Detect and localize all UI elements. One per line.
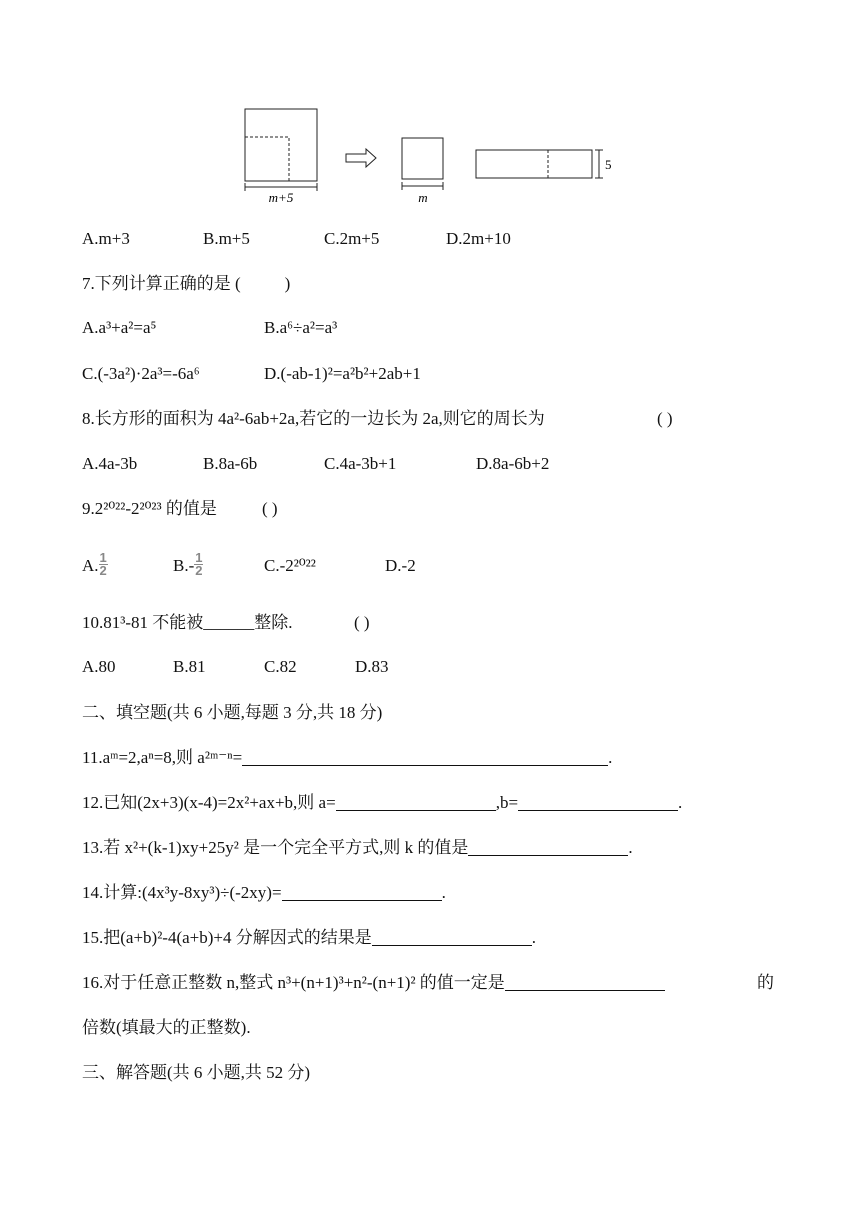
q10-option-a: A.80	[82, 657, 116, 676]
q10-paren: ( )	[354, 613, 370, 632]
answer-blank-b[interactable]	[518, 792, 678, 811]
q9-paren: ( )	[262, 499, 278, 518]
fraction: $\frac{1}{2}$	[195, 549, 203, 578]
q6-option-a: A.m+3	[82, 229, 130, 248]
q8-option-d: D.8a-6b+2	[476, 454, 550, 473]
q9-option-c: C.-2²⁰²²	[264, 556, 316, 575]
q9-option-d: D.-2	[385, 556, 416, 575]
q9-stem: 9.2²⁰²²-2²⁰²³ 的值是	[82, 499, 217, 518]
q12: 12.已知(2x+3)(x-4)=2x²+ax+b,则 a= ,b= .	[82, 793, 683, 812]
answer-blank[interactable]	[282, 882, 442, 901]
q10-stem: 10.81³-81 不能被______整除.	[82, 613, 293, 632]
answer-blank[interactable]	[505, 972, 665, 991]
fraction: $\frac{1}{2}$	[99, 549, 107, 578]
q14: 14.计算:(4x³y-8xy³)÷(-2xy)= .	[82, 883, 446, 902]
q8-stem: 8.长方形的面积为 4a²-6ab+2a,若它的一边长为 2a,则它的周长为	[82, 409, 545, 428]
q7-option-a: A.a³+a²=a⁵	[82, 318, 157, 337]
q7-option-d: D.(-ab-1)²=a²b²+2ab+1	[264, 364, 421, 383]
label-5: 5	[605, 157, 612, 172]
q7-stem: 7.下列计算正确的是 ( )	[82, 274, 291, 293]
q8-option-c: C.4a-3b+1	[324, 454, 397, 473]
long-rectangle	[476, 150, 592, 178]
q11: 11.aᵐ=2,aⁿ=8,则 a²ᵐ⁻ⁿ= .	[82, 748, 613, 767]
q8-option-b: B.8a-6b	[203, 454, 258, 473]
section-3-heading: 三、解答题(共 6 小题,共 52 分)	[82, 1063, 311, 1082]
big-square	[245, 109, 317, 181]
q16: 16.对于任意正整数 n,整式 n³+(n+1)³+n²-(n+1)² 的值一定是	[82, 972, 665, 994]
q6-option-b: B.m+5	[203, 229, 250, 248]
answer-blank[interactable]	[242, 747, 608, 766]
arrow-icon	[346, 149, 376, 167]
answer-blank[interactable]	[372, 927, 532, 946]
q9-option-a: A. $\frac{1}{2}$	[82, 549, 107, 578]
small-square	[402, 138, 443, 179]
q10-option-c: C.82	[264, 657, 297, 676]
q13: 13.若 x²+(k-1)xy+25y² 是一个完全平方式,则 k 的值是 .	[82, 838, 633, 857]
q8-option-a: A.4a-3b	[82, 454, 138, 473]
q9-option-b: B.- $\frac{1}{2}$	[173, 549, 203, 578]
q6-option-d: D.2m+10	[446, 229, 511, 248]
q6-option-c: C.2m+5	[324, 229, 380, 248]
q16-end: 的	[757, 973, 774, 992]
section-2-heading: 二、填空题(共 6 小题,每题 3 分,共 18 分)	[82, 703, 383, 722]
q10-option-b: B.81	[173, 657, 206, 676]
q16-line2: 倍数(填最大的正整数).	[82, 1018, 251, 1037]
answer-blank-a[interactable]	[336, 792, 496, 811]
q15: 15.把(a+b)²-4(a+b)+4 分解因式的结果是 .	[82, 928, 537, 947]
q10-option-d: D.83	[355, 657, 389, 676]
dashed-cut-big	[245, 137, 289, 181]
label-m-plus-5: m+5	[268, 190, 294, 205]
question-6-figure	[238, 102, 628, 210]
q7-option-c: C.(-3a²)·2a³=-6a⁶	[82, 364, 200, 383]
answer-blank[interactable]	[468, 837, 628, 856]
q8-paren: ( )	[657, 409, 673, 428]
label-m: m	[418, 190, 428, 205]
q7-option-b: B.a⁶÷a²=a³	[264, 318, 338, 337]
